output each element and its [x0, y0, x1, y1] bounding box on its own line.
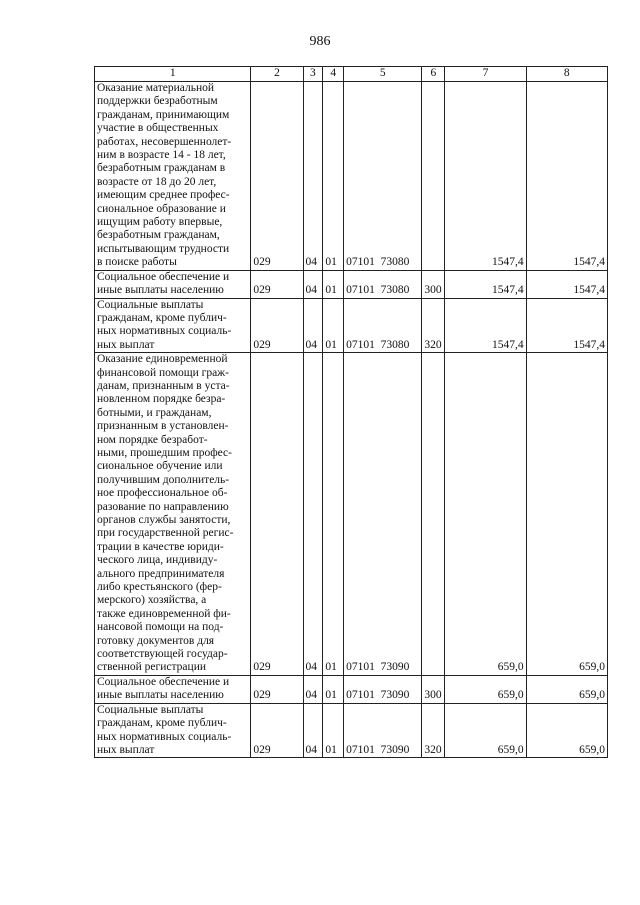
cell-col6: 300 — [422, 675, 445, 703]
cell-col3: 04 — [303, 82, 323, 271]
cell-col2: 029 — [251, 298, 303, 353]
row-name-text: Социальные выплаты гражданам, кроме публич- ных нормативных социаль- ных выплат — [97, 298, 232, 351]
cell-col4: 01 — [323, 675, 344, 703]
cell-col6: 320 — [422, 703, 445, 758]
cell-col7: 659,0 — [445, 675, 526, 703]
row-name-text: Социальные выплаты гражданам, кроме публич- ных нормативных социаль- ных выплат — [97, 703, 232, 756]
cell-col4: 01 — [323, 298, 344, 353]
budget-table — [94, 66, 608, 758]
page-number: 986 — [309, 34, 331, 49]
table-row — [95, 675, 608, 703]
cell-col2: 029 — [251, 82, 303, 271]
cell-col5: 07101 73080 — [344, 298, 422, 353]
cell-col7: 659,0 — [445, 703, 526, 758]
cell-col5: 07101 73090 — [344, 353, 422, 676]
row-name — [95, 703, 251, 758]
cell-col4: 01 — [323, 270, 344, 298]
cell-col2: 029 — [251, 353, 303, 676]
cell-col3: 04 — [303, 298, 323, 353]
cell-col2: 029 — [251, 270, 303, 298]
cell-col5: 07101 73090 — [344, 675, 422, 703]
cell-col7: 1547,4 — [445, 82, 526, 271]
cell-col2: 029 — [251, 675, 303, 703]
cell-col4: 01 — [323, 703, 344, 758]
cell-col5: 07101 73080 — [344, 270, 422, 298]
cell-col4: 01 — [323, 353, 344, 676]
column-header-4: 4 — [323, 67, 344, 82]
column-header-5: 5 — [344, 67, 422, 82]
cell-col6: 300 — [422, 270, 445, 298]
cell-col8: 659,0 — [526, 703, 607, 758]
cell-col7: 1547,4 — [445, 270, 526, 298]
column-header-7: 7 — [445, 67, 526, 82]
cell-col3: 04 — [303, 270, 323, 298]
row-name — [95, 675, 251, 703]
table-row — [95, 270, 608, 298]
cell-col6 — [422, 82, 445, 271]
row-name-text: Оказание единовременной финансовой помощи граж- данам, признанным в уста- новленном порядке безра- ботными, и гражданам, признанным в установлен- ном порядке безработ- ными, прошедшим профес- сиональное обучение или получившим дополнитель- ное профессиональное об- разование по направлению органов службы занятости, при государственной регис- трации в качестве юриди- ческого лица, индивиду- ального предпринимателя либо крестьянского (фер- мерского) хозяйства, а также единовременной фи- нансовой помощи на под- готовку документов для соответствующей государ- ственной регистрации — [97, 353, 234, 674]
row-name — [95, 82, 251, 271]
cell-col3: 04 — [303, 703, 323, 758]
cell-col6 — [422, 353, 445, 676]
cell-col3: 04 — [303, 353, 323, 676]
column-header-6: 6 — [422, 67, 445, 82]
cell-col4: 01 — [323, 82, 344, 271]
cell-col5: 07101 73080 — [344, 82, 422, 271]
row-name-text: Социальное обеспечение и иные выплаты населению — [97, 270, 230, 297]
table-row — [95, 353, 608, 676]
cell-col8: 1547,4 — [526, 82, 607, 271]
column-header-1: 1 — [95, 67, 251, 82]
cell-col8: 659,0 — [526, 353, 607, 676]
row-name — [95, 298, 251, 353]
cell-col7: 659,0 — [445, 353, 526, 676]
cell-col8: 1547,4 — [526, 270, 607, 298]
cell-col8: 659,0 — [526, 675, 607, 703]
cell-col7: 1547,4 — [445, 298, 526, 353]
table-row — [95, 703, 608, 758]
cell-col8: 1547,4 — [526, 298, 607, 353]
row-name — [95, 270, 251, 298]
cell-col2: 029 — [251, 703, 303, 758]
column-header-3: 3 — [303, 67, 323, 82]
row-name-text: Социальное обеспечение и иные выплаты населению — [97, 675, 230, 702]
table-row — [95, 298, 608, 353]
cell-col3: 04 — [303, 675, 323, 703]
header-row — [95, 67, 608, 82]
table-row — [95, 82, 608, 271]
column-header-2: 2 — [251, 67, 303, 82]
cell-col6: 320 — [422, 298, 445, 353]
cell-col5: 07101 73090 — [344, 703, 422, 758]
column-header-8: 8 — [526, 67, 607, 82]
row-name-text: Оказание материальной поддержки безработным гражданам, принимающим участие в общественных работах, несовершеннолет- ним в возрасте 14 - 18 лет, безработным гражданам в возрасте от 18 до 20 лет, имеющим среднее профес- сиональное образование и ищущим работу впервые, безработным гражданам, испытывающим трудности в поиске работы — [97, 82, 232, 269]
row-name — [95, 353, 251, 676]
